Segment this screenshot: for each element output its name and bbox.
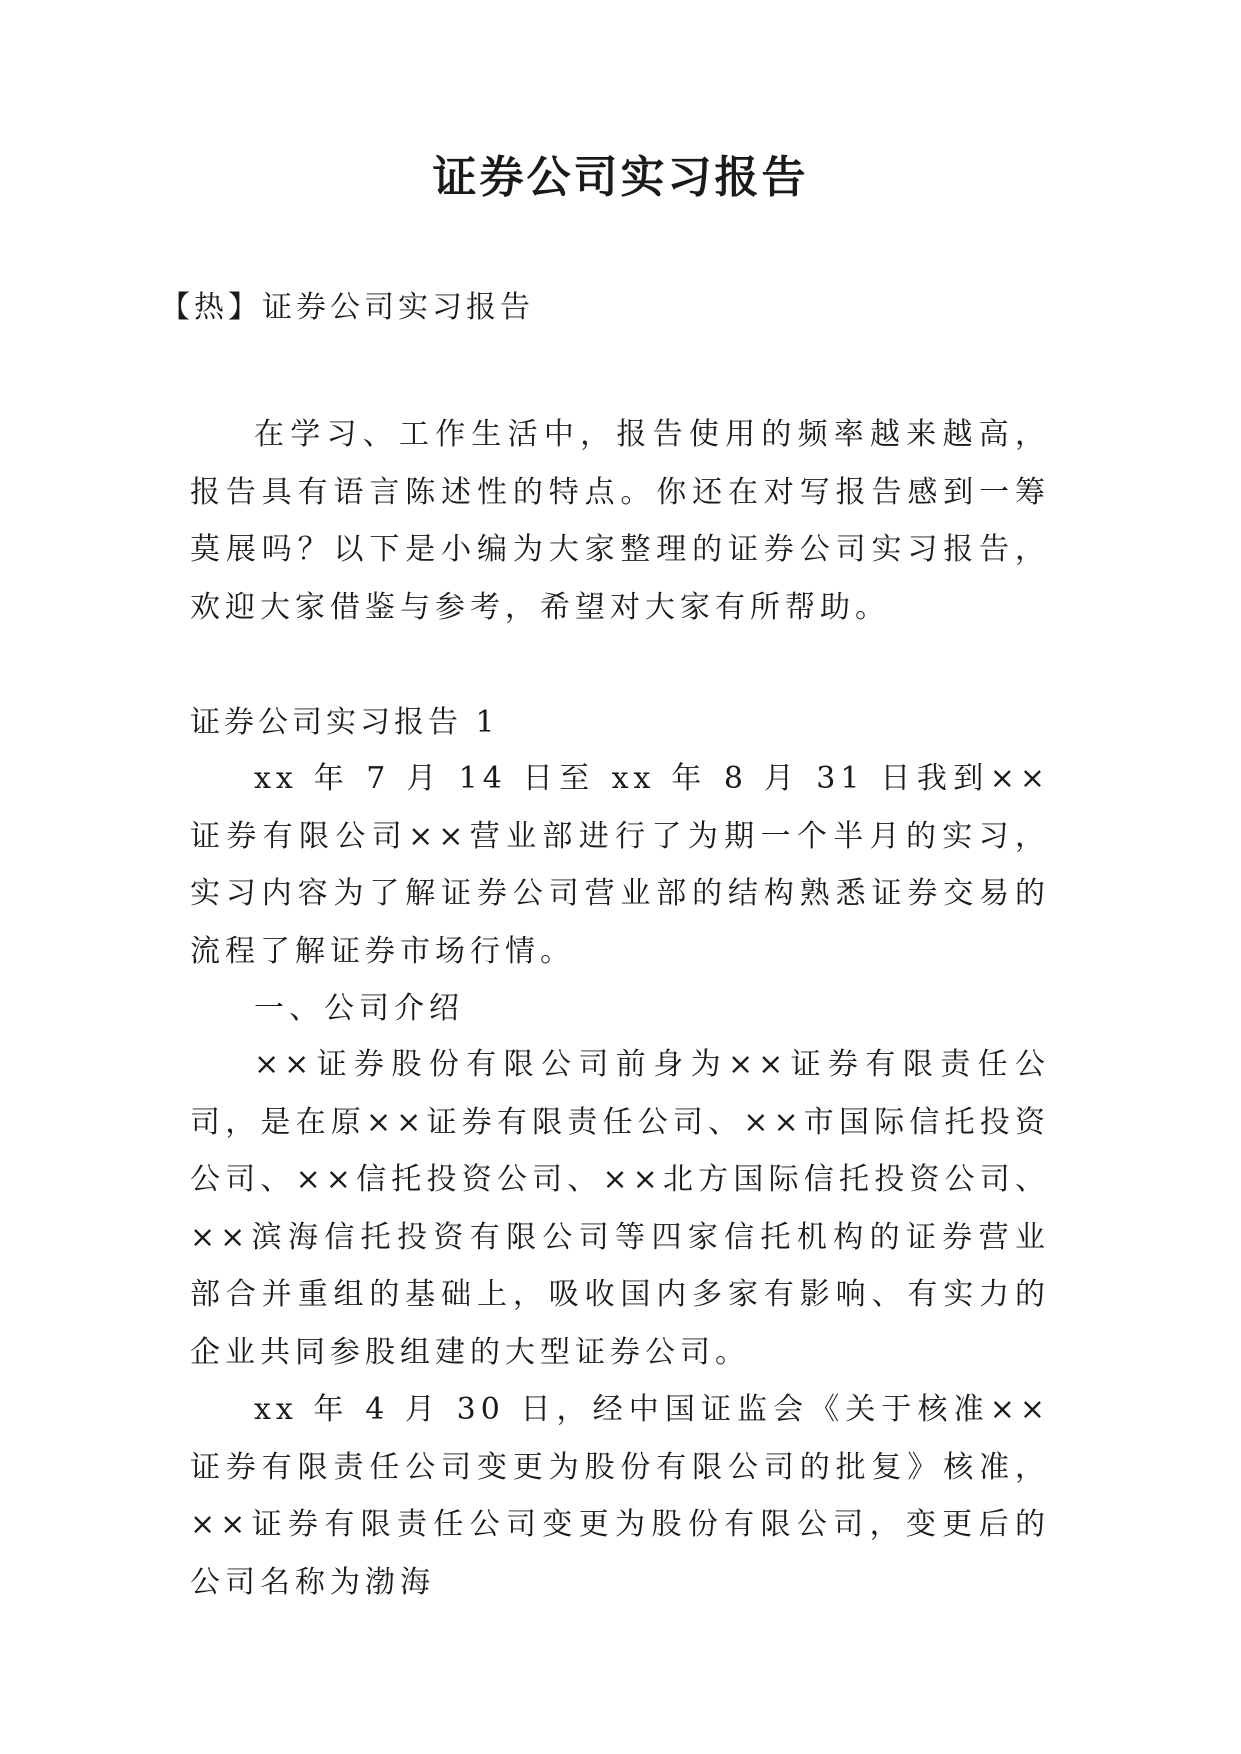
body-paragraph: ××证券股份有限公司前身为××证券有限责任公司，是在原××证券有限责任公司、××市国际信托投资公司、××信托投资公司、××北方国际信托投资公司、××滨海信托投资有限公司等四家信托机构的证券营业部合并重组的基础上，吸收国内多家有影响、有实力的企业共同参股组建的大型证券公司。 [190,1047,1050,1370]
document-title: 证券公司实习报告 [432,152,809,203]
intro-paragraph: 在学习、工作生活中，报告使用的频率越来越高，报告具有语言陈述性的特点。你还在对写报告感到一筹莫展吗？以下是小编为大家整理的证券公司实习报告，欢迎大家借鉴与参考，希望对大家有所帮助。 [190,417,1050,625]
body-paragraph: xx 年 4 月 30 日，经中国证监会《关于核准××证券有限责任公司变更为股份有限公司的批复》核准，××证券有限责任公司变更为股份有限公司，变更后的公司名称为渤海 [190,1392,1050,1600]
document-subtitle: 【热】证券公司实习报告 [160,290,534,325]
body-paragraph: xx 年 7 月 14 日至 xx 年 8 月 31 日我到××证券有限公司××营业部进行了为期一个半月的实习，实习内容为了解证券公司营业部的结构熟悉证券交易的流程了解证券市场行情。 [190,761,1050,969]
subsection-heading: 一、公司介绍 [254,991,464,1026]
section-heading: 证券公司实习报告 1 [190,705,499,740]
